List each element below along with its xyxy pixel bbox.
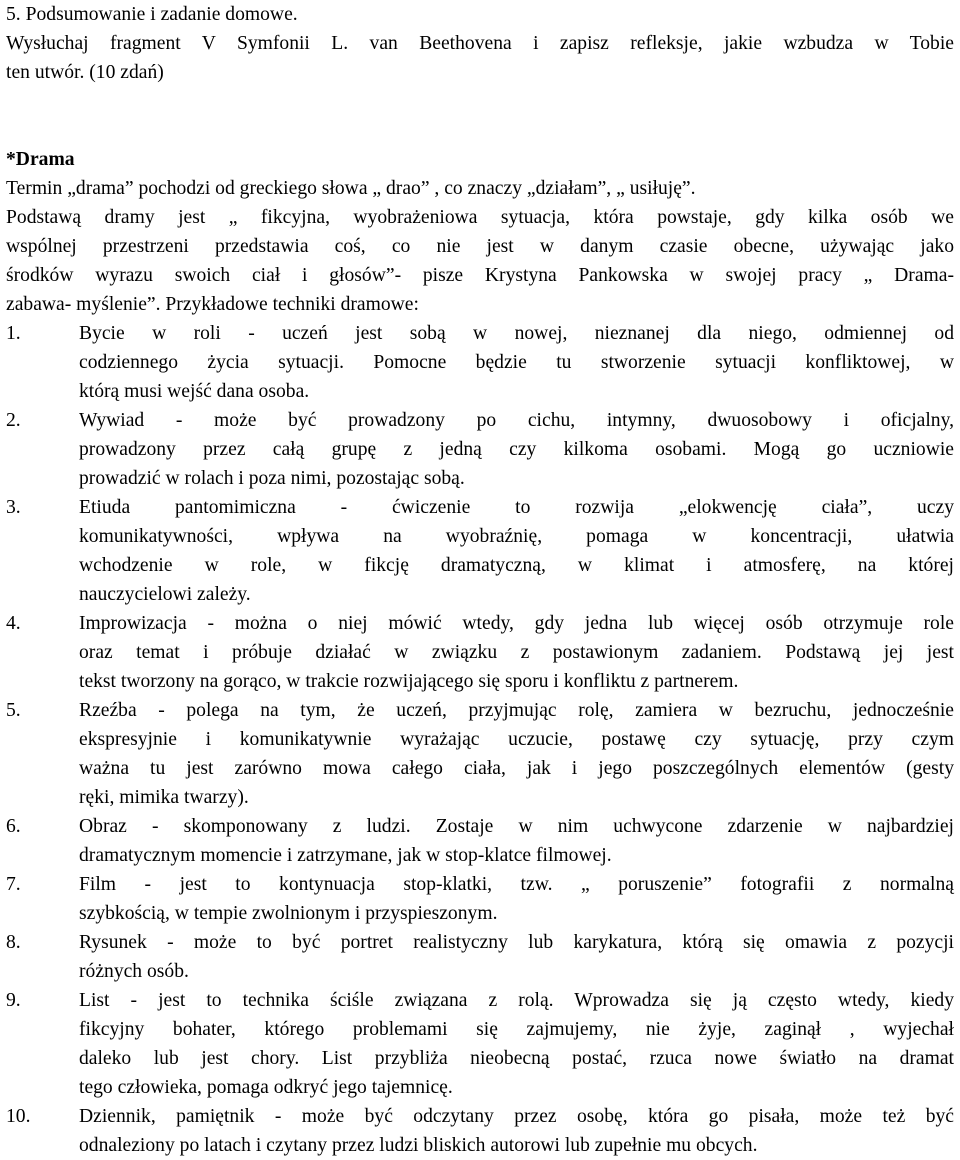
- list-item-text: [79, 609, 954, 696]
- list-item-line: różnych osób.: [79, 961, 189, 982]
- list-item-text: [79, 986, 954, 1102]
- list-item: [6, 609, 954, 696]
- list-item-number: 8.: [6, 932, 21, 953]
- list-item-line: prowadzony przez całą grupę z jedną czy kilkoma osobami. Mogą go uczniowie: [79, 439, 954, 460]
- list-item-line: ręki, mimika twarzy).: [79, 787, 249, 808]
- list-item-text: [79, 870, 954, 928]
- list-item-line: oraz temat i próbuje działać w związku z postawionym zadaniem. Podstawą jej jest: [79, 642, 954, 663]
- list-item-line: Improwizacja - można o niej mówić wtedy, gdy jedna lub więcej osób otrzymuje role: [79, 613, 954, 634]
- list-item: [6, 696, 954, 812]
- drama-techniques-list: [6, 319, 954, 1160]
- list-item-number: 5.: [6, 700, 21, 721]
- list-item: [6, 406, 954, 493]
- list-item-text: [79, 406, 954, 493]
- list-item-line: Wywiad - może być prowadzony po cichu, intymny, dwuosobowy i oficjalny,: [79, 410, 954, 431]
- drama-heading: *Drama: [6, 149, 75, 170]
- list-item-text: [79, 319, 954, 406]
- list-item-line: Obraz - skomponowany z ludzi. Zostaje w nim uchwycone zdarzenie w najbardziej: [79, 816, 954, 837]
- list-item-number: 1.: [6, 323, 21, 344]
- list-item-line: codziennego życia sytuacji. Pomocne będzie tu stworzenie sytuacji konfliktowej, w: [79, 352, 954, 373]
- list-item-number: 9.: [6, 990, 21, 1011]
- list-item-line: fikcyjny bohater, którego problemami się zajmujemy, nie żyje, zaginął , wyjechał: [79, 1019, 954, 1040]
- list-item-line: tego człowieka, pomaga odkryć jego tajemnicę.: [79, 1077, 453, 1098]
- list-item-number: 6.: [6, 816, 21, 837]
- list-item-line: prowadzić w rolach i poza nimi, pozostając sobą.: [79, 468, 465, 489]
- list-item-number: 3.: [6, 497, 21, 518]
- drama-intro: [6, 174, 954, 319]
- drama-intro-line-1: Termin „drama” pochodzi od greckiego słowa „ drao” , co znaczy „działam”, „ usiłuję”.: [6, 178, 696, 199]
- list-item-number: 4.: [6, 613, 21, 634]
- list-item-line: tekst tworzony na gorąco, w trakcie rozwijającego się sporu i konfliktu z partnerem.: [79, 671, 739, 692]
- list-item-line: komunikatywności, wpływa na wyobraźnię, pomaga w koncentracji, ułatwia: [79, 526, 954, 547]
- list-item-line: Etiuda pantomimiczna - ćwiczenie to rozwija „elokwencję ciała”, uczy: [79, 497, 954, 518]
- list-item-line: odnaleziony po latach i czytany przez ludzi bliskich autorowi lub zupełnie mu obcych.: [79, 1135, 758, 1156]
- section-5-text-line-1: Wysłuchaj fragment V Symfonii L. van Beethovena i zapisz refleksje, jakie wzbudza w Tobie: [6, 33, 954, 54]
- list-item: [6, 319, 954, 406]
- drama-intro-line-3: wspólnej przestrzeni przedstawia coś, co nie jest w danym czasie obecne, używając jako: [6, 236, 954, 257]
- list-item-line: ekspresyjnie i komunikatywnie wyrażając uczucie, postawę czy sytuację, przy czym: [79, 729, 954, 750]
- list-item: [6, 812, 954, 870]
- list-item: [6, 928, 954, 986]
- list-item-line: Rzeźba - polega na tym, że uczeń, przyjmując rolę, zamiera w bezruchu, jednocześnie: [79, 700, 954, 721]
- list-item-line: Bycie w roli - uczeń jest sobą w nowej, nieznanej dla niego, odmiennej od: [79, 323, 954, 344]
- list-item-number: 10.: [6, 1106, 31, 1127]
- list-item: [6, 493, 954, 609]
- list-item: [6, 870, 954, 928]
- drama-intro-line-5: zabawa- myślenie”. Przykładowe techniki dramowe:: [6, 294, 419, 315]
- list-item-text: [79, 1102, 954, 1160]
- list-item: [6, 986, 954, 1102]
- list-item-line: wchodzenie w role, w fikcję dramatyczną, w klimat i atmosferę, na której: [79, 555, 954, 576]
- list-item-line: Film - jest to kontynuacja stop-klatki, tzw. „ poruszenie” fotografii z normalną: [79, 874, 954, 895]
- list-item-text: [79, 696, 954, 812]
- list-item-text: [79, 928, 954, 986]
- list-item-line: dramatycznym momencie i zatrzymane, jak w stop-klatce filmowej.: [79, 845, 612, 866]
- list-item-line: List - jest to technika ściśle związana z rolą. Wprowadza się ją często wtedy, kiedy: [79, 990, 954, 1011]
- list-item-line: daleko lub jest chory. List przybliża nieobecną postać, rzuca nowe światło na dramat: [79, 1048, 954, 1069]
- list-item: [6, 1102, 954, 1160]
- spacer: [6, 87, 954, 145]
- list-item-line: Rysunek - może to być portret realistyczny lub karykatura, którą się omawia z pozycji: [79, 932, 954, 953]
- list-item-text: [79, 812, 954, 870]
- section-5-heading: 5. Podsumowanie i zadanie domowe.: [6, 4, 298, 25]
- list-item-line: ważna tu jest zarówno mowa całego ciała, jak i jego poszczególnych elementów (gesty: [79, 758, 954, 779]
- drama-intro-line-2: Podstawą dramy jest „ fikcyjna, wyobrażeniowa sytuacja, która powstaje, gdy kilka osób we: [6, 207, 954, 228]
- section-5-text-line-2: ten utwór. (10 zdań): [6, 62, 164, 83]
- list-item-line: szybkością, w tempie zwolnionym i przyspieszonym.: [79, 903, 498, 924]
- drama-intro-line-4: środków wyrazu swoich ciał i głosów”- pisze Krystyna Pankowska w swojej pracy „ Drama-: [6, 265, 954, 286]
- list-item-line: Dziennik, pamiętnik - może być odczytany przez osobę, która go pisała, może też być: [79, 1106, 954, 1127]
- list-item-line: nauczycielowi zależy.: [79, 584, 251, 605]
- list-item-number: 2.: [6, 410, 21, 431]
- list-item-line: którą musi wejść dana osoba.: [79, 381, 310, 402]
- list-item-number: 7.: [6, 874, 21, 895]
- list-item-text: [79, 493, 954, 609]
